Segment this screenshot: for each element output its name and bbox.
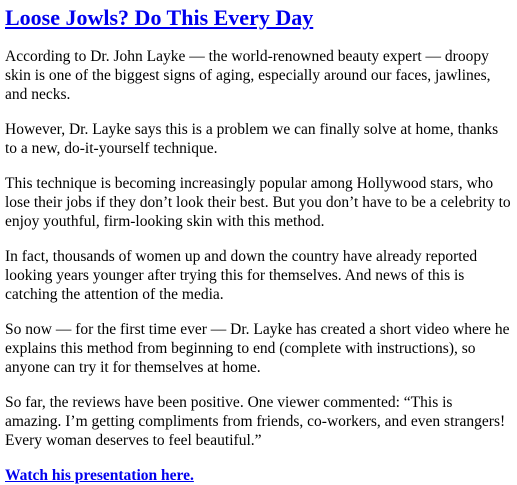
article-paragraph-1: According to Dr. John Layke — the world-renowned beauty expert — droopy skin is one of the biggest signs of aging, especially around our faces, jawlines, and necks. (5, 48, 491, 103)
article-paragraph-6: So far, the reviews have been positive. One viewer commented: “This is amazing. I’m getting compliments from friends, co-workers, and even strangers! Every woman deserves to feel beautiful.” (5, 394, 506, 449)
article-paragraph-3: This technique is becoming increasingly popular among Hollywood stars, who lose their jobs if they don’t look their best. But you don’t have to be a celebrity to enjoy youthful, firm-looking skin with this method. (5, 175, 511, 230)
headline (5, 5, 511, 31)
article-paragraph-5: So now — for the first time ever — Dr. Layke has created a short video where he explains this method from beginning to end (complete with instructions), so anyone can try it for themselves at home. (5, 321, 510, 376)
headline-link[interactable]: Loose Jowls? Do This Every Day (5, 5, 314, 30)
article-paragraph-4: In fact, thousands of women up and down the country have already reported looking years younger after trying this for themselves. And news of this is catching the attention of the media. (5, 248, 478, 303)
watch-presentation-link[interactable]: Watch his presentation here. (5, 467, 194, 484)
article-paragraph-2: However, Dr. Layke says this is a problem we can finally solve at home, thanks to a new, do-it-yourself technique. (5, 121, 499, 157)
